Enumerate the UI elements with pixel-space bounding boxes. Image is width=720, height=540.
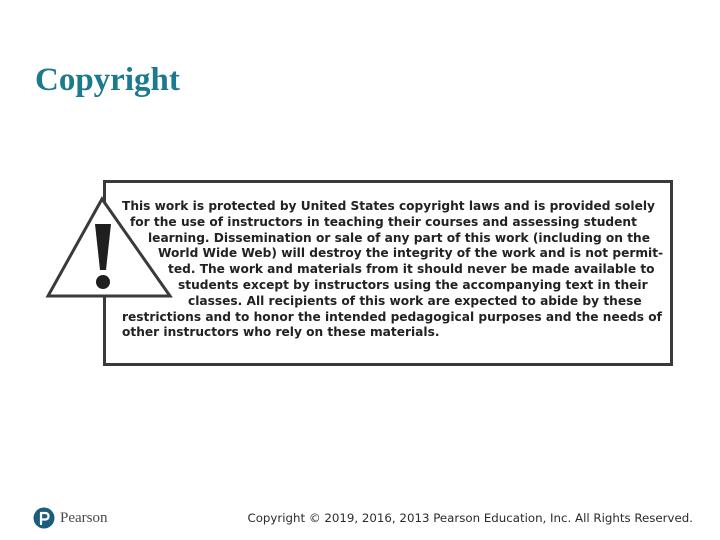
copyright-notice-box	[103, 180, 673, 366]
pearson-logo-text: Pearson	[60, 509, 108, 526]
slide-title: Copyright	[35, 62, 180, 98]
notice-line: other instructors who rely on these materials.	[122, 325, 440, 340]
footer-copyright: Copyright © 2019, 2016, 2013 Pearson Education, Inc. All Rights Reserved.	[247, 511, 693, 525]
copyright-notice-text	[122, 199, 664, 341]
notice-line: restrictions and to honor the intended pedagogical purposes and the needs of	[122, 309, 662, 324]
pearson-p-logo-icon	[33, 507, 55, 529]
pearson-logo	[33, 505, 113, 531]
notice-line: classes. All recipients of this work are expected to abide by these	[188, 293, 642, 308]
notice-line: students except by instructors using the accompanying text in their	[178, 277, 648, 292]
notice-line: This work is protected by United States copyright laws and is provided solely	[122, 199, 655, 213]
exclamation-dot-icon	[96, 275, 110, 289]
notice-line: learning. Dissemination or sale of any part of this work (including on the	[148, 230, 650, 245]
notice-line: ted. The work and materials from it should never be made available to	[168, 262, 655, 277]
notice-line: World Wide Web) will destroy the integrity of the work and is not permit-	[158, 246, 664, 261]
warning-triangle-icon	[44, 196, 174, 300]
notice-line: for the use of instructors in teaching their courses and assessing student	[130, 214, 637, 229]
